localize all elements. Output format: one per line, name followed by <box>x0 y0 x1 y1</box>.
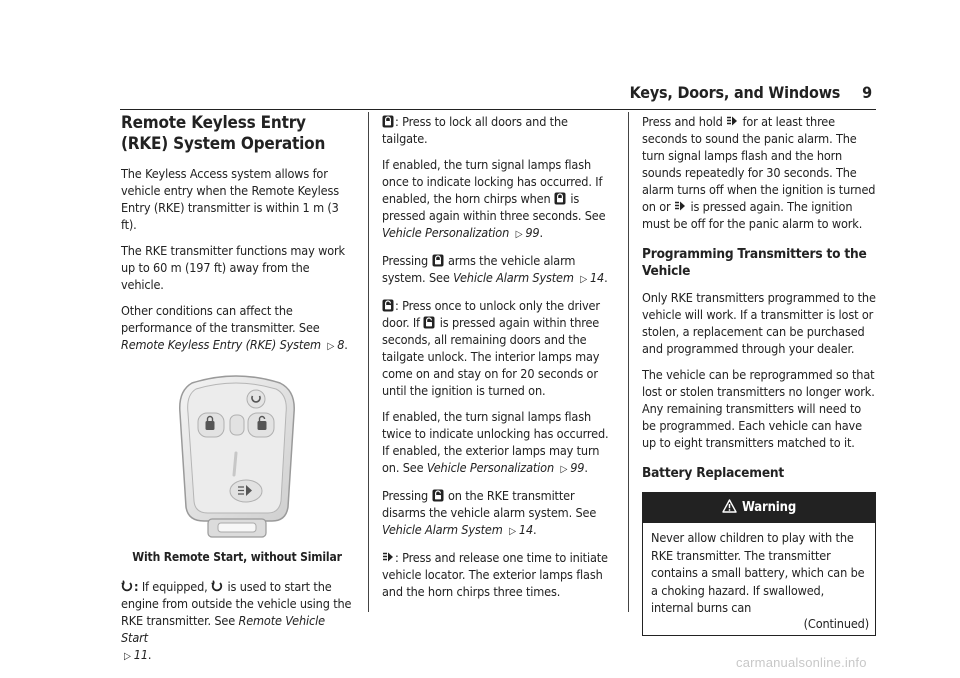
warning-box <box>642 492 876 636</box>
paragraph: Only RKE transmitters programmed to the vehicle will work. If a transmitter is lost or stolen, a replacement can be purchased and programmed through your dealer. <box>642 290 876 356</box>
page-ref-arrow-icon: ▷ <box>509 526 516 537</box>
cross-reference-link[interactable]: Vehicle Alarm System <box>382 522 503 537</box>
vehicle-locator-icon <box>674 200 686 213</box>
paragraph: The vehicle can be reprogrammed so that lost or stolen transmitters no longer work. Any remaining transmitters will need to be programmed. Each vehicle can have up to eight transmitters matched to it. <box>642 367 875 450</box>
column-divider <box>628 112 629 612</box>
paragraph: : Press and release one time to initiate vehicle locator. The exterior lamps flash and the horn chirps three times. <box>382 550 608 599</box>
cross-reference-link[interactable]: Vehicle Personalization <box>426 460 554 475</box>
unlock-icon <box>432 489 444 502</box>
paragraph: Press and hold for at least three seconds to sound the panic alarm. The turn signal lamps flash and the horn sounds repeatedly for 30 seconds. The alarm turns off when the ignition is turned on or is pressed again. The ignition must be off for the panic alarm to work. <box>642 114 876 231</box>
cross-reference-link[interactable]: Vehicle Alarm System <box>453 270 574 285</box>
watermark: carmanualsonline.info <box>736 655 867 670</box>
warning-triangle-icon <box>722 499 737 513</box>
vehicle-locator-icon <box>382 551 394 564</box>
remote-start-icon <box>211 580 223 593</box>
running-head <box>630 83 872 102</box>
warning-title: Warning <box>741 500 797 515</box>
column-1 <box>121 113 353 674</box>
page-ref-arrow-icon: ▷ <box>124 651 131 662</box>
unlock-icon <box>423 316 435 329</box>
column-divider <box>368 112 369 612</box>
cross-reference-link[interactable]: Remote Vehicle Start <box>121 613 325 645</box>
lock-icon <box>432 254 444 267</box>
paragraph: : Press once to unlock only the driver door. If is pressed again within three seconds, all remaining doors and the tailgate unlock. The interior lamps may come on and stay on for 20 seconds or until the ignition is turned on. <box>382 298 600 398</box>
cross-reference-page[interactable]: 14 <box>518 522 534 537</box>
page-ref-arrow-icon: ▷ <box>515 229 523 240</box>
paragraph: Pressing on the RKE transmitter disarms the vehicle alarm system. See Vehicle Alarm System ▷ 14. <box>382 488 597 537</box>
column-3 <box>642 113 876 636</box>
cross-reference-link[interactable]: Remote Keyless Entry (RKE) System <box>121 337 321 352</box>
page-ref-arrow-icon: ▷ <box>560 464 568 475</box>
page-ref-arrow-icon: ▷ <box>580 274 587 285</box>
header-rule <box>120 109 876 110</box>
paragraph: Pressing arms the vehicle alarm system. See Vehicle Alarm System ▷ 14. <box>382 253 608 285</box>
paragraph: The Keyless Access system allows for vehicle entry when the Remote Keyless Entry (RKE) transmitter is within 1 m (3 ft). <box>121 166 340 232</box>
section-title: Remote Keyless Entry (RKE) System Operation <box>121 113 326 154</box>
key-fob-image <box>174 369 300 541</box>
page-number: 9 <box>862 83 872 102</box>
cross-reference-page[interactable]: 11 <box>133 647 148 662</box>
continued-label: (Continued) <box>803 615 869 631</box>
paragraph: If enabled, the turn signal lamps flash twice to indicate unlocking has occurred. If enabled, the exterior lamps may turn on. See Vehicle Personalization ▷ 99. <box>382 409 609 475</box>
cross-reference-page[interactable]: 99 <box>570 460 585 475</box>
paragraph: If enabled, the turn signal lamps flash once to indicate locking has occurred. If enabled, the horn chirps when is pressed again within three seconds. See Vehicle Personalization ▷ 99. <box>382 157 606 240</box>
subheading-battery: Battery Replacement <box>642 465 785 481</box>
vehicle-locator-icon <box>726 115 738 128</box>
key-fob-illustration <box>121 369 353 541</box>
unlock-icon <box>382 299 394 312</box>
cross-reference-page[interactable]: 14 <box>590 270 605 285</box>
paragraph: Other conditions can affect the performance of the transmitter. See Remote Keyless Entry (RKE) System ▷ 8. <box>121 303 348 352</box>
lock-icon <box>554 192 566 205</box>
cross-reference-page[interactable]: 8 <box>337 337 345 352</box>
running-head-section: Keys, Doors, and Windows <box>629 83 841 102</box>
warning-text: Never allow children to play with the RKE transmitter. The transmitter contains a small battery, which can be a choking hazard. If swallowed, internal burns can <box>651 530 865 615</box>
page-ref-arrow-icon: ▷ <box>327 341 335 352</box>
lock-icon <box>382 115 394 128</box>
warning-header <box>643 493 875 523</box>
cross-reference-page[interactable]: 99 <box>525 225 540 240</box>
cross-reference-link[interactable]: Vehicle Personalization <box>382 225 510 240</box>
paragraph: The RKE transmitter functions may work up to 60 m (197 ft) away from the vehicle. <box>121 243 345 292</box>
paragraph: : If equipped, is used to start the engine from outside the vehicle using the RKE transmitter. See Remote Vehicle Start ▷ 11. <box>121 579 352 662</box>
column-2 <box>382 113 614 609</box>
subheading-programming: Programming Transmitters to the Vehicle <box>642 246 867 279</box>
paragraph: : Press to lock all doors and the tailgate. <box>382 114 568 146</box>
image-caption: With Remote Start, without Similar <box>132 550 342 564</box>
remote-start-icon <box>121 580 133 593</box>
